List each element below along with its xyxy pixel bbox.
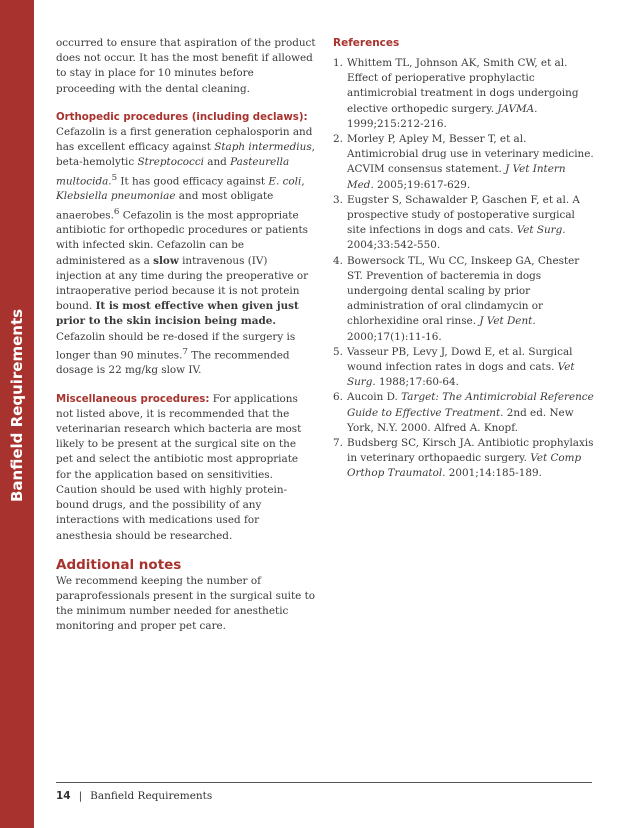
reference-text: 2nd ed. New York, N.Y. 2000. Alfred A. Knopf. bbox=[347, 406, 574, 434]
reference-number: 4. bbox=[333, 254, 343, 267]
reference-text: 2004;33:542-550. bbox=[347, 239, 441, 252]
reference-number: 5. bbox=[333, 345, 343, 358]
reference-number: 1. bbox=[333, 57, 343, 69]
footnote-marker: 6 bbox=[113, 206, 120, 217]
sidebar-band bbox=[0, 0, 34, 828]
reference-list bbox=[333, 56, 595, 482]
ortho-bold: It is most effective when given just prior to the skin incision being made. bbox=[56, 300, 299, 328]
left-column bbox=[56, 36, 316, 635]
right-column bbox=[333, 36, 595, 482]
reference-text: Aucoin D. bbox=[347, 391, 402, 404]
footer bbox=[56, 788, 212, 804]
reference-item bbox=[333, 56, 595, 132]
reference-journal: Vet Comp Orthop Traumatol. bbox=[347, 452, 582, 480]
reference-text: Bowersock TL, Wu CC, Inskeep GA, Chester ST. Prevention of bacteremia in dogs undergoing dental scaling by prior administration of oral clindamycin or chlorhexidine oral rinse. bbox=[347, 254, 580, 328]
ortho-text: The recommended dosage is 22 mg/kg slow IV. bbox=[56, 349, 290, 377]
reference-text: Whittem TL, Johnson AK, Smith CW, et al. Effect of perioperative prophylactic antimicrobial treatment in dogs undergoing elective orthopedic surgery. bbox=[347, 57, 579, 115]
reference-journal: J Vet Intern Med bbox=[347, 163, 566, 191]
reference-text: 2001;14:185-189. bbox=[445, 467, 542, 480]
footer-divider bbox=[56, 782, 592, 783]
page-number: 14 bbox=[56, 790, 71, 802]
ortho-text: , beta-hemolytic bbox=[56, 141, 315, 169]
reference-journal: JAVMA. bbox=[497, 102, 538, 115]
reference-number: 7. bbox=[333, 437, 343, 450]
ortho-text: Cefazolin is a first generation cephalosporin and has excellent efficacy against bbox=[56, 126, 313, 154]
reference-item bbox=[333, 436, 595, 482]
reference-text: 1988;17:60-64. bbox=[375, 376, 459, 389]
misc-heading: Miscellaneous procedures: bbox=[56, 393, 210, 405]
footer-separator: | bbox=[78, 790, 83, 802]
reference-text: 1999;215:212-216. bbox=[347, 117, 447, 130]
footer-title: Banfield Requirements bbox=[90, 790, 213, 802]
reference-text: 2000;17(1):11-16. bbox=[347, 330, 442, 343]
ortho-text: and most obligate anaerobes. bbox=[56, 190, 274, 221]
misc-text: For applications not listed above, it is recommended that the veterinarian research which bacteria are most likely to be present at the surgical site on the pet and select the antibiotic most appropriate for the application based on sensitivities. Caution should be used with highly protein-bound drugs, and the possibility of any interactions with medications used for anesthesia should be researched. bbox=[56, 392, 302, 542]
additional-notes-heading: Additional notes bbox=[56, 556, 182, 573]
ortho-text: intravenous (IV) injection at any time during the preoperative or intraoperative period because it is not protein bound. bbox=[56, 254, 309, 313]
reference-text: Budsberg SC, Kirsch JA. Antibiotic prophylaxis in veterinary orthopaedic surgery. bbox=[347, 437, 594, 465]
misc-section bbox=[56, 392, 316, 544]
reference-number: 2. bbox=[333, 133, 343, 146]
intro-paragraph: occurred to ensure that aspiration of the product does not occur. It has the most benefit if allowed to stay in place for 10 minutes before proceeding with the dental cleaning. bbox=[56, 37, 316, 95]
ortho-italic: Streptococci bbox=[137, 156, 204, 169]
ortho-italic: Pasteurella multocida bbox=[56, 156, 290, 188]
reference-item bbox=[333, 132, 595, 193]
reference-item bbox=[333, 193, 595, 254]
reference-number: 6. bbox=[333, 391, 343, 404]
ortho-text: , bbox=[301, 175, 305, 188]
ortho-section: Orthopedic procedures (including declaws): Cefazolin is a first generation cephalosporin and has excellent efficacy against Staph intermedius, beta-hemolytic Streptococci and Pasteurella multocida.$^5$ It has good efficacy against E. coli, Klebsiella pneumoniae and most obligate anaerobes.$^6$ Cefazolin is the most appropriate antibiotic for orthopedic procedures or patients with infected skin. Cefazolin can be administered as a slow intravenous (IV) injection at any time during the preoperative or intraoperative period because it is not protein bound. It is most effective when given just prior to the skin incision being made. Cefazolin should be re-dosed if the surgery is longer than 90 minutes.$^7$ The recommended dosage is 22 mg/kg slow IV. bbox=[56, 111, 315, 377]
sidebar-label: Banfield Requirements bbox=[8, 308, 26, 502]
ortho-text: Cefazolin should be re-dosed if the surgery is longer than 90 minutes. bbox=[56, 330, 296, 362]
ortho-italic: E. coli bbox=[268, 175, 302, 188]
reference-text: Vasseur PB, Levy J, Dowd E, et al. Surgical wound infection rates in dogs and cats. bbox=[347, 345, 573, 374]
footnote-marker: 5 bbox=[111, 172, 118, 183]
reference-item bbox=[333, 345, 595, 391]
reference-number: 3. bbox=[333, 193, 343, 206]
footnote-marker: 7 bbox=[182, 346, 188, 357]
reference-text: Morley P, Apley M, Besser T, et al. Antimicrobial drug use in veterinary medicine. ACVIM consensus statement. bbox=[347, 133, 594, 176]
reference-journal: Target: The Antimicrobial Reference Guide to Effective Treatment. bbox=[347, 391, 594, 419]
ortho-italic: Staph intermedius bbox=[214, 141, 312, 154]
ortho-italic: Klebsiella pneumoniae bbox=[56, 190, 176, 203]
ortho-text: and bbox=[203, 156, 231, 169]
additional-notes-text: We recommend keeping the number of paraprofessionals present in the surgical suite to the minimum number needed for anesthetic monitoring and proper pet care. bbox=[56, 574, 316, 633]
ortho-text: It has good efficacy against bbox=[117, 175, 269, 188]
ortho-bold: slow bbox=[153, 254, 179, 267]
reference-journal: Vet Surg. bbox=[347, 361, 575, 389]
reference-text: . 2005;19:617-629. bbox=[370, 178, 471, 191]
references-heading: References bbox=[333, 37, 400, 49]
reference-item bbox=[333, 390, 595, 436]
reference-journal: Vet Surg. bbox=[516, 224, 566, 237]
reference-journal: J Vet Dent. bbox=[479, 315, 536, 328]
reference-item bbox=[333, 254, 595, 345]
ortho-heading: Orthopedic procedures (including declaws): bbox=[56, 111, 308, 123]
ortho-text: Cefazolin is the most appropriate antibiotic for orthopedic procedures or patients with infected skin. Cefazolin can be administered as a bbox=[56, 208, 309, 267]
reference-text: Eugster S, Schawalder P, Gaschen F, et al. A prospective study of postoperative surgical site infections in dogs and cats. bbox=[347, 193, 580, 237]
